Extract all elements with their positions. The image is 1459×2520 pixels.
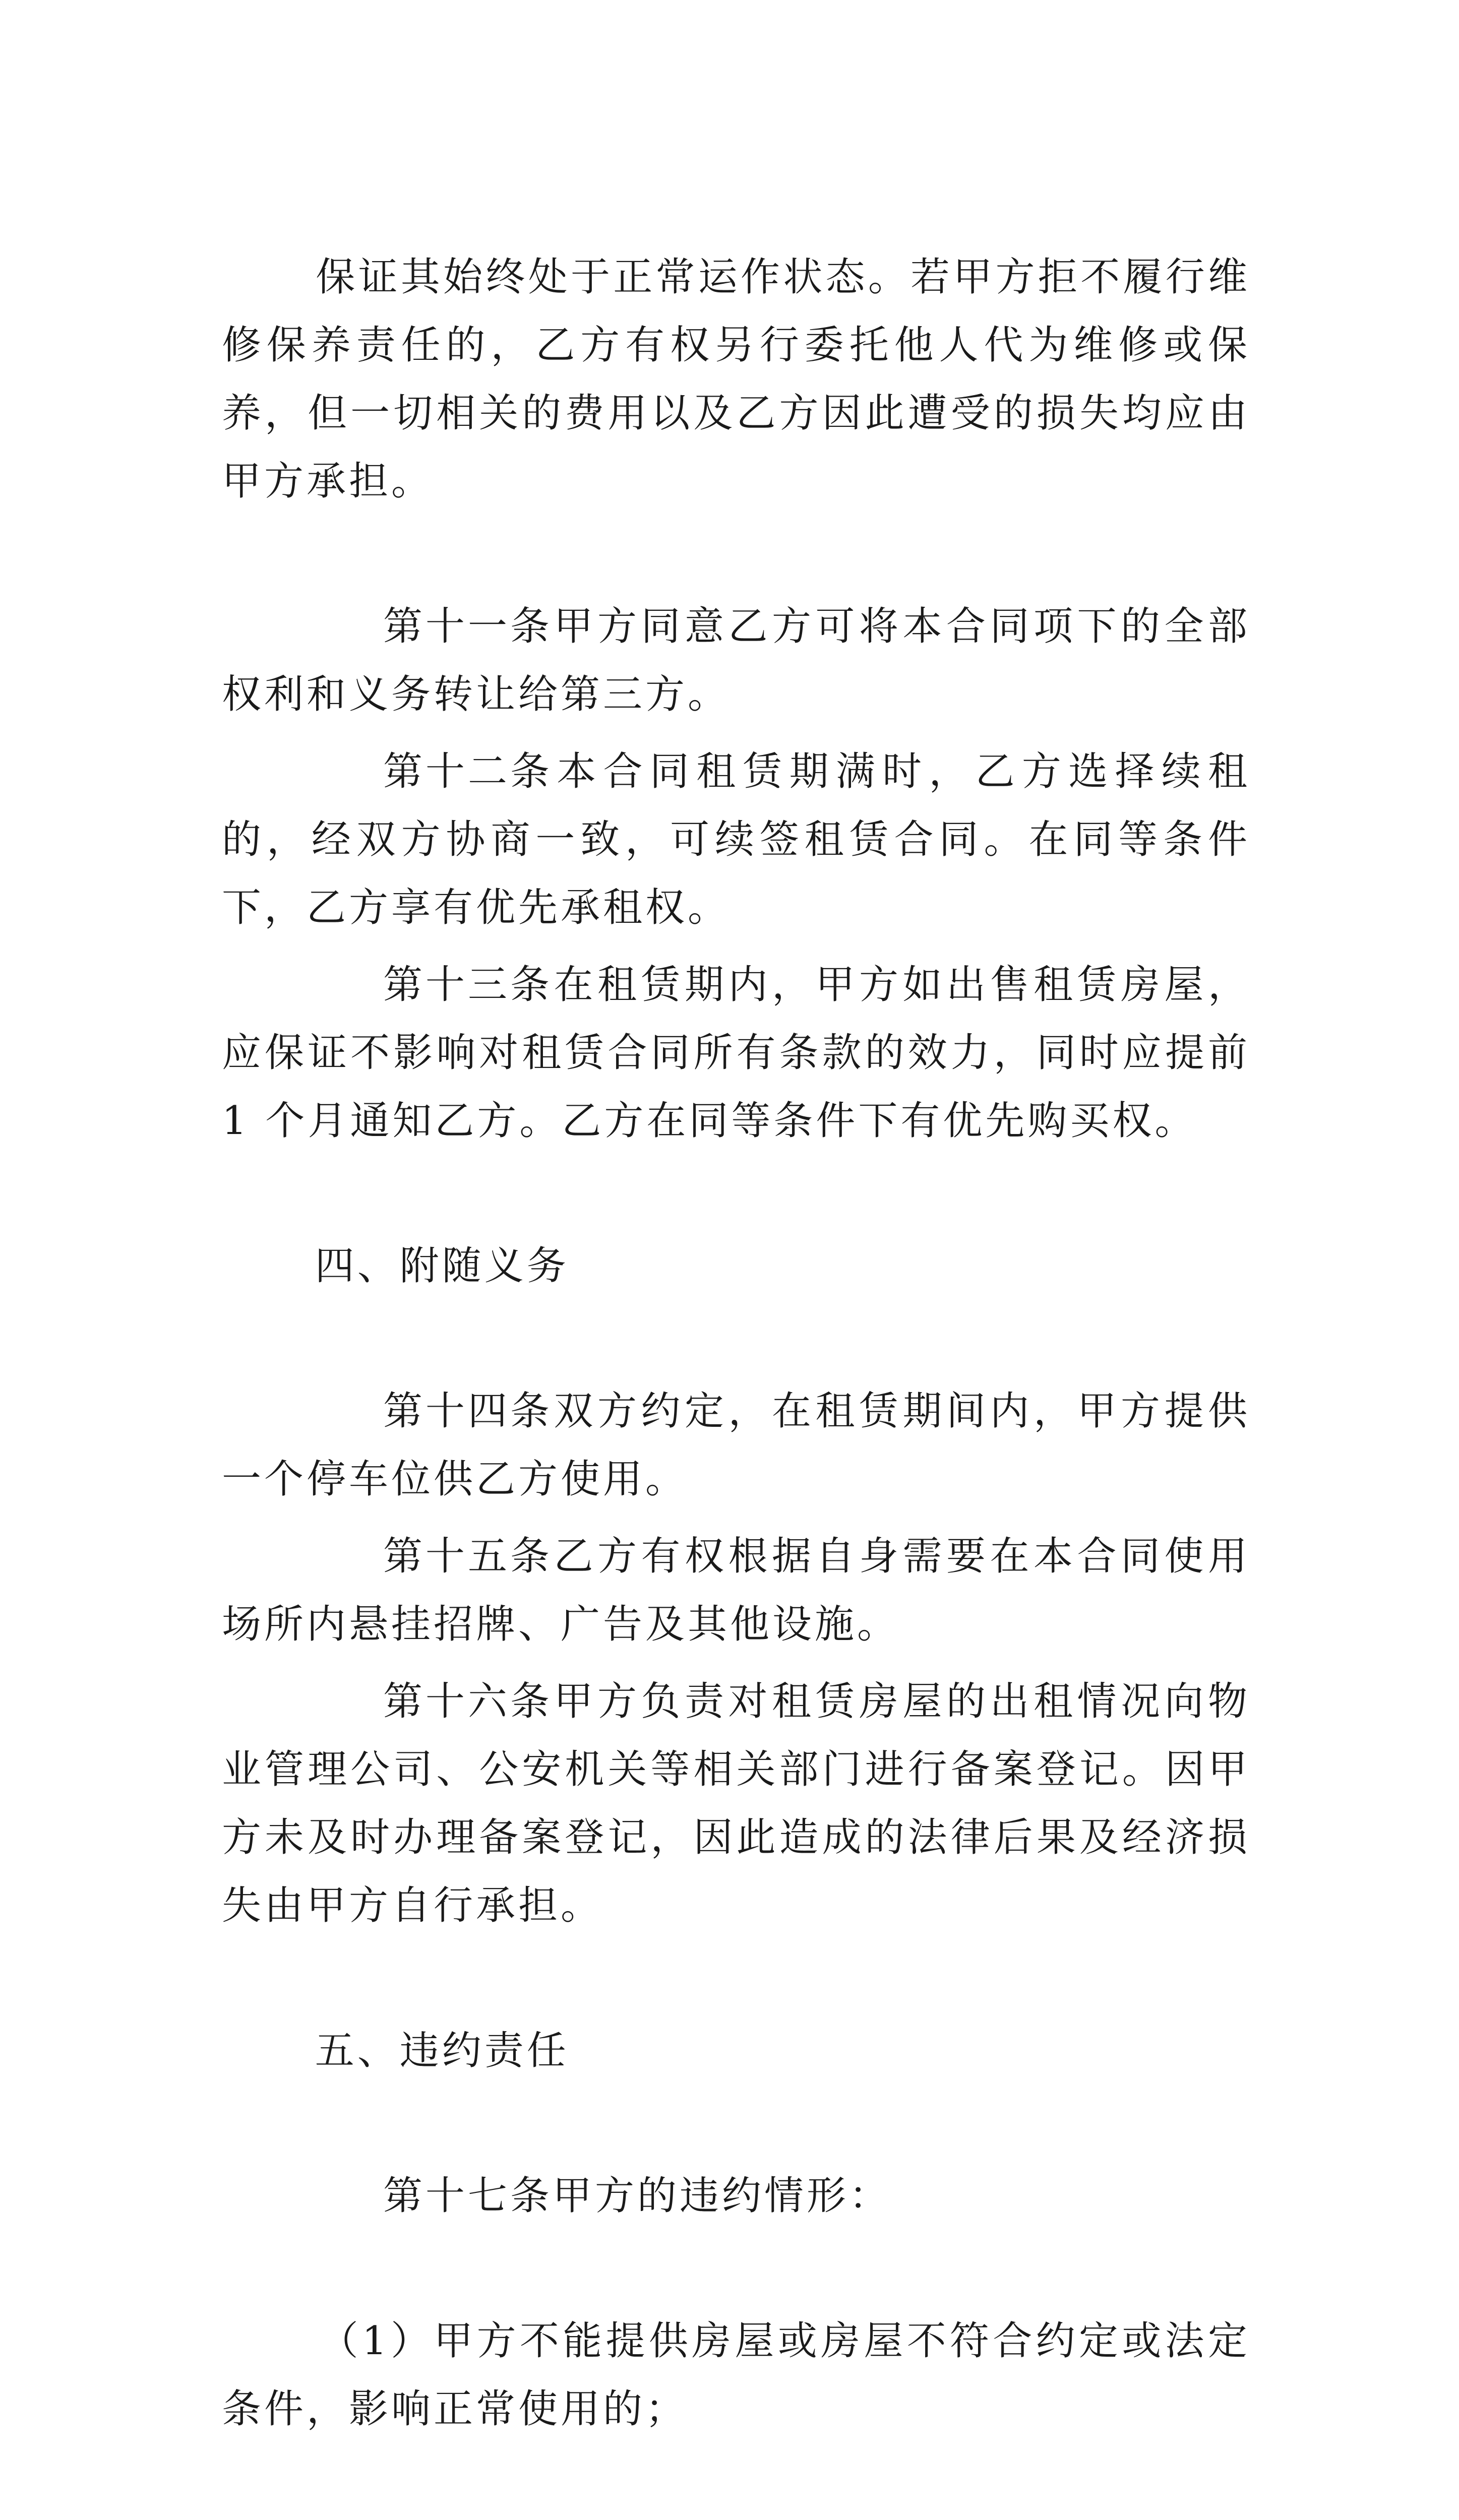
- clause-number: 第十六条: [383, 1679, 553, 1724]
- clause-text: 本合同租赁期满时，乙方选择续租的，经双方协商一致，可续签租赁合同。在同等条件下，乙方享有优先承租权。: [222, 749, 1250, 930]
- list-item-1: [222, 2239, 1250, 2511]
- clause-13: [222, 951, 1266, 1155]
- document-body: [222, 175, 1266, 2520]
- paragraph-continuation: [222, 175, 1250, 584]
- section-heading-text: 四、附随义务: [315, 1243, 569, 1289]
- section-heading-4: [222, 1164, 1250, 1368]
- clause-17: [222, 2162, 1250, 2230]
- clause-15: [222, 1523, 1250, 1659]
- clause-text: 在租赁期内，甲方如出售租赁房屋，应保证不影响对租赁合同所有条款的效力，同时应提前 1 个月通知乙方。乙方在同等条件下有优先购买权。: [222, 962, 1266, 1144]
- section-heading-text: 五、违约责任: [315, 2028, 569, 2073]
- list-item-text: （1）甲方不能提供房屋或房屋不符合约定或法定条件，影响正常使用的；: [222, 2318, 1250, 2432]
- clause-11: [222, 593, 1250, 729]
- clause-16: [222, 1668, 1250, 1940]
- clause-number: 第十五条: [383, 1534, 553, 1579]
- clause-number: 第十三条: [383, 962, 553, 1007]
- clause-12: [222, 738, 1250, 942]
- clause-text: 双方约定，在租赁期间内，甲方提供一个停车位供乙方使用。: [222, 1389, 1250, 1502]
- clause-number: 第十四条: [383, 1389, 553, 1434]
- clause-number: 第十七条: [383, 2173, 553, 2219]
- clause-text: 乙方有权根据自身需要在本合同使用场所内悬挂招牌、广告及其他设施。: [222, 1534, 1250, 1647]
- clause-text: 甲方负责对租赁房屋的出租情况向物业管理公司、公安机关等相关部门进行备案登记。因甲方未及时办理备案登记，因此造成的法律后果及经济损失由甲方自行承担。: [222, 1679, 1250, 1928]
- paragraph-text: 保证其始终处于正常运作状态。若甲方拒不履行维修保养责任的，乙方有权另行委托他人代为维修或保养，但一切相关的费用以及乙方因此遭受的损失均应由甲方承担。: [222, 255, 1250, 504]
- clause-text: 甲方的违约情形：: [553, 2173, 892, 2219]
- clause-14: [222, 1377, 1250, 1514]
- clause-text: 甲方同意乙方可将本合同项下的全部权利和义务转让给第三方。: [222, 604, 1250, 717]
- clause-number: 第十一条: [383, 604, 553, 649]
- clause-number: 第十二条: [383, 749, 553, 794]
- section-heading-5: [222, 1949, 1250, 2153]
